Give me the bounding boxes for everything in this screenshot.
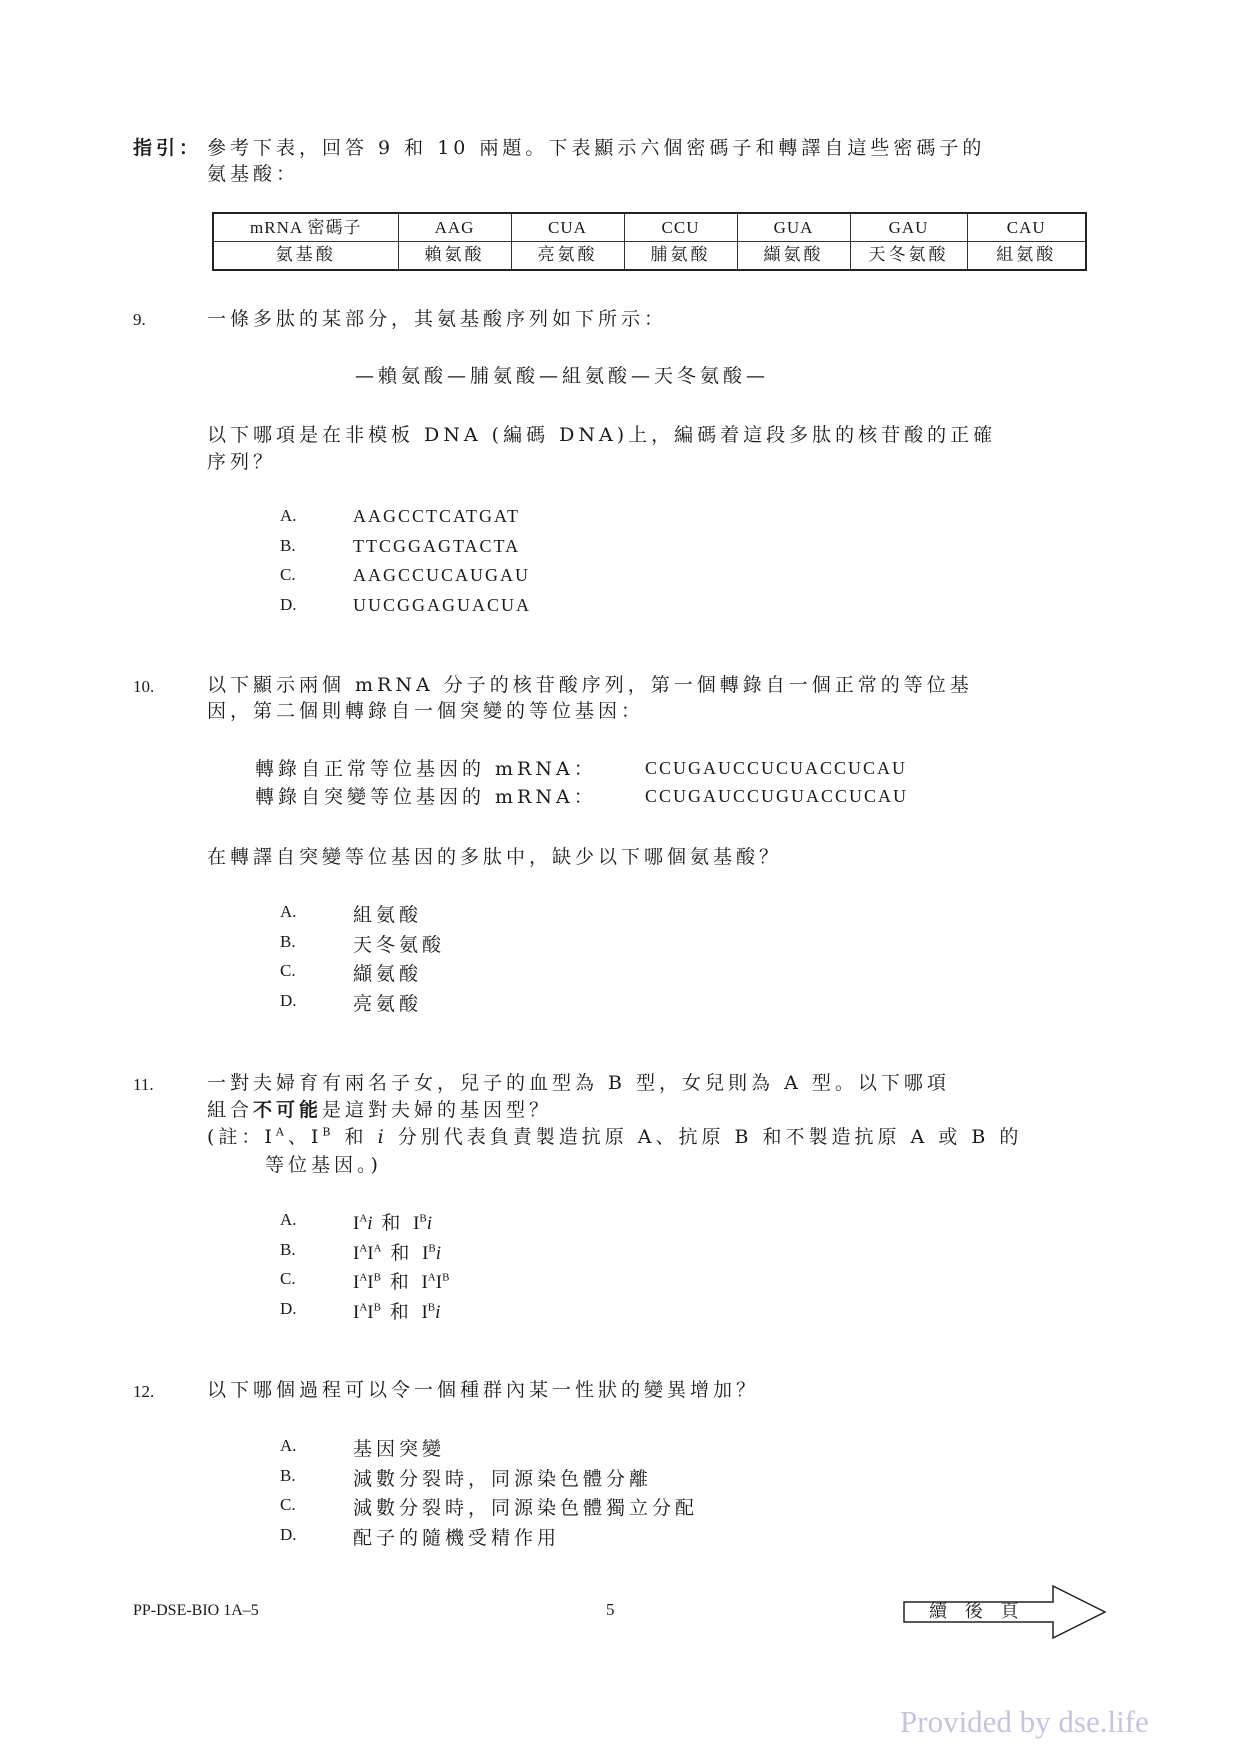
q11-note-line-1: (註：$I^A$、$I^B$ 和 i 分別代表負責製造抗原 A、抗原 B 和不製造抗原 A 或 B 的 xyxy=(207,1125,1023,1148)
q11-stem-line-1: 一對夫婦育有兩名子女，兒子的血型為 B 型，女兒則為 A 型。以下哪項 xyxy=(207,1072,950,1094)
q9-stem: 一條多肽的某部分，其氨基酸序列如下所示： xyxy=(207,308,668,330)
option-text: AAGCCUCAUGAU xyxy=(353,565,531,585)
q11-stem-line-2: 組合不可能是這對夫婦的基因型？ xyxy=(207,1099,553,1121)
q10-mutant-label: 轉錄自突變等位基因的 mRNA： xyxy=(255,786,597,808)
q10-normal-sequence: CCUGAUCCUCUACCUCAU xyxy=(645,758,908,778)
q11-note-line-2: 等位基因。) xyxy=(265,1154,382,1176)
option-text: 配子的隨機受精作用 xyxy=(353,1526,561,1549)
q10-stem-line-1: 以下顯示兩個 mRNA 分子的核苷酸序列，第一個轉錄自一個正常的等位基 xyxy=(207,674,973,696)
q9-sequence: —賴氨酸—脯氨酸—組氨酸—天冬氨酸— xyxy=(355,365,770,387)
option-text: TTCGGAGTACTA xyxy=(353,535,521,556)
option-text: $I^AI^A$ 和 $I^Bi$ xyxy=(353,1242,442,1264)
codon-cell: GAU xyxy=(850,213,967,242)
amino-acid-row-label: 氨基酸 xyxy=(213,242,398,271)
q9-question-line-1: 以下哪項是在非模板 DNA (編碼 DNA)上，編碼着這段多肽的核苷酸的正確 xyxy=(207,424,997,446)
option-text: 天冬氨酸 xyxy=(353,933,446,956)
option-text: 減數分裂時，同源染色體分離 xyxy=(353,1467,653,1490)
codon-row xyxy=(213,213,1086,242)
amino-acid-cell: 亮氨酸 xyxy=(511,242,624,271)
option-letter: D. xyxy=(280,990,297,1010)
continue-label: 續 後 頁 xyxy=(929,1601,1025,1622)
option-letter: D. xyxy=(280,1524,297,1544)
option-text: 纈氨酸 xyxy=(353,963,423,985)
option-text: $I^AI^B$ 和 $I^Bi$ xyxy=(353,1301,441,1323)
option-letter: C. xyxy=(280,565,296,584)
q11-number: 11. xyxy=(133,1075,154,1094)
page-number: 5 xyxy=(606,1600,615,1619)
option-letter: A. xyxy=(280,1436,297,1455)
amino-acid-cell: 天冬氨酸 xyxy=(850,242,967,271)
q9-question-line-2: 序列？ xyxy=(207,451,277,473)
option-letter: A. xyxy=(280,902,297,921)
watermark: Provided by dse.life xyxy=(900,1704,1149,1739)
q10-question: 在轉譯自突變等位基因的多肽中，缺少以下哪個氨基酸？ xyxy=(207,846,783,868)
codon-table xyxy=(212,212,1087,271)
q10-number: 10. xyxy=(133,677,155,696)
q12-stem: 以下哪個過程可以令一個種群內某一性狀的變異增加？ xyxy=(207,1379,760,1401)
q10-stem-line-2: 因，第二個則轉錄自一個突變的等位基因： xyxy=(207,700,645,722)
option-letter: A. xyxy=(280,506,297,525)
option-letter: C. xyxy=(280,961,296,980)
codon-cell: CAU xyxy=(967,213,1086,242)
option-text: $I^AI^B$ 和 $I^AI^B$ xyxy=(353,1271,450,1293)
option-letter: C. xyxy=(280,1495,296,1514)
amino-acid-cell: 脯氨酸 xyxy=(624,242,737,271)
paper-code: PP-DSE-BIO 1A–5 xyxy=(133,1602,259,1619)
codon-cell: CUA xyxy=(511,213,624,242)
option-text: 基因突變 xyxy=(353,1438,446,1460)
option-letter: B. xyxy=(280,1239,296,1259)
amino-acid-cell: 組氨酸 xyxy=(967,242,1086,271)
codon-cell: CCU xyxy=(624,213,737,242)
option-text: AAGCCTCATGAT xyxy=(353,506,521,526)
option-text: 減數分裂時，同源染色體獨立分配 xyxy=(353,1497,699,1519)
q10-normal-label: 轉錄自正常等位基因的 mRNA： xyxy=(255,758,597,780)
q9-number: 9. xyxy=(133,310,146,329)
instruction-line-2: 氨基酸： xyxy=(207,163,300,185)
option-text: 亮氨酸 xyxy=(353,992,423,1015)
option-letter: D. xyxy=(280,594,297,614)
option-text: $I^Ai$ 和 $I^Bi$ xyxy=(353,1212,433,1234)
codon-row-label: mRNA 密碼子 xyxy=(213,213,398,242)
instruction-label: 指引： xyxy=(133,137,203,159)
amino-acid-row xyxy=(213,242,1086,271)
option-letter: B. xyxy=(280,535,296,555)
amino-acid-cell: 賴氨酸 xyxy=(398,242,511,271)
instruction-line-1: 參考下表，回答 9 和 10 兩題。下表顯示六個密碼子和轉譯自這些密碼子的 xyxy=(207,137,986,159)
option-letter: C. xyxy=(280,1269,296,1288)
q10-mutant-sequence: CCUGAUCCUGUACCUCAU xyxy=(645,786,909,806)
option-letter: A. xyxy=(280,1210,297,1229)
option-letter: B. xyxy=(280,931,296,951)
codon-cell: AAG xyxy=(398,213,511,242)
option-letter: D. xyxy=(280,1298,297,1318)
option-letter: B. xyxy=(280,1465,296,1485)
amino-acid-cell: 纈氨酸 xyxy=(737,242,850,271)
option-text: 組氨酸 xyxy=(353,904,423,926)
q12-number: 12. xyxy=(133,1382,155,1401)
codon-cell: GUA xyxy=(737,213,850,242)
emphasis-not-possible: 不可能 xyxy=(253,1099,323,1121)
continue-arrow xyxy=(903,1585,1107,1639)
option-text: UUCGGAGUACUA xyxy=(353,594,532,615)
